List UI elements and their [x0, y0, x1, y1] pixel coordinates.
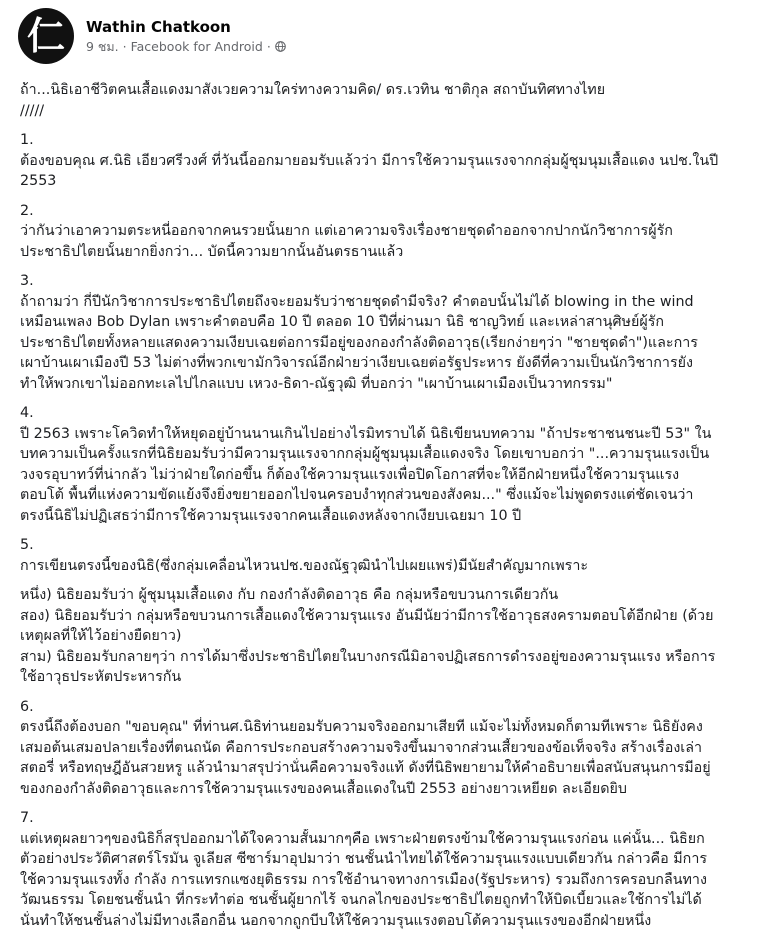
post-text-line: ตรงนี้นิธิไม่ปฏิเสธว่ามีการใช้ความรุนแรงจากคนเสื้อแดงหลังจากเงียบเฉยมา 10 ปี: [20, 506, 748, 527]
post-text-line: ประชาธิปไตยนั้นยากยิ่งกว่า... บัดนี้ความยากนั้นอันตรธานแล้ว: [20, 242, 748, 263]
post-text-line: สตอรี่ หรือทฤษฎีอันสวยหรู แล้วนำมาสรุปว่านั่นคือความจริงแท้ ดังที่นิธิพยายามให้คำอธิบายเพื่อสนับสนุนการมีอยู่: [20, 758, 748, 779]
paragraph-gap: [20, 121, 748, 130]
post-text-line: ประชาธิปไตยทั้งหลายแสดงความเงียบเฉยต่อการมีอยู่ของกองกำลังติดอาวุธ(เรียกง่ายๆว่า "ชายชุดดำ")และการ: [20, 333, 748, 354]
post-text-line: แต่เหตุผลยาวๆของนิธิก็สรุปออกมาได้ใจความสั้นมากๆคือ เพราะฝ่ายตรงข้ามใช้ความรุนแรงก่อน แค่นั้น... นิธิยก: [20, 829, 748, 850]
post-source: Facebook for Android: [131, 38, 263, 55]
globe-icon: [275, 41, 286, 52]
post-text-line: ต้องขอบคุณ ศ.นิธิ เอียวศรีวงศ์ ที่วันนี้ออกมายอมรับแล้วว่า มีการใช้ความรุนแรงจากกลุ่มผู้ชุมนุมเสื้อแดง นปช.ในปี: [20, 151, 748, 172]
paragraph-gap: [20, 526, 748, 535]
post-text-line: ตรงนี้ถึงต้องบอก "ขอบคุณ" ที่ท่านศ.นิธิท่านยอมรับความจริงออกมาเสียที แม้จะไม่ทั้งหมดก็ตามทีเพราะ นิธิยังคง: [20, 717, 748, 738]
post-text-line: วงจรอุบาทว์ที่น่ากลัว ไม่ว่าฝ่ายใดก่อขึ้น ก็ต้องใช้ความรุนแรงเพื่อปิดโอกาสที่จะให้อีกฝ่ายหนึ่งใช้ความรุนแรง: [20, 465, 748, 486]
post-body: [20, 80, 748, 931]
post-text-line: วัฒนธรรม โดยชนชั้นนำ ที่กระทำต่อ ชนชั้นผู้ยากไร้ จนกลไกของประชาธิปไตยถูกทำให้บิดเบี้ยวและใช้การไม่ได้: [20, 890, 748, 911]
avatar[interactable]: 仁: [18, 8, 74, 64]
post-text-line: เสมอต้นเสมอปลายเรื่องที่ตนถนัด คือการประกอบสร้างความจริงขึ้นมาจากส่วนเสี้ยวของข้อเท็จจริง สร้างเรื่องเล่า: [20, 738, 748, 759]
post-text-line: 2553: [20, 171, 748, 192]
post-text-line: ใช้อาวุธประหัตประหารกัน: [20, 667, 748, 688]
post-text-line: เหตุผลที่ให้ไว้อย่างยืดยาว): [20, 626, 748, 647]
separator-dot-2: ·: [267, 38, 271, 55]
post-text-line: ใช้ความรุนแรงทั้ง กำลัง การแทรกแซงยุติธรรม การใช้อำนาจทางการเมือง(รัฐประหาร) รวมถึงการครอบกลืนทาง: [20, 870, 748, 891]
post-text-line: บทความเป็นครั้งแรกที่นิธิยอมรับว่ามีความรุนแรงจากกลุ่มผู้ชุมนุมเสื้อแดงจริง โดยเขาบอกว่า "...ความรุนแรงเป็น: [20, 444, 748, 465]
post-text-line: 2.: [20, 201, 748, 222]
post-subline: [86, 38, 286, 55]
post-text-line: การเขียนตรงนี้ของนิธิ(ซึ่งกลุ่มเคลื่อนไหวนปช.ของณัฐวุฒินำไปเผยแพร่)มีนัยสำคัญมากเพราะ: [20, 556, 748, 577]
post-text-line: ปี 2563 เพราะโควิดทำให้หยุดอยู่บ้านนานเกินไปอย่างไรมิทราบได้ นิธิเขียนบทความ "ถ้าประชาชนชนะปี 53" ใน: [20, 424, 748, 445]
separator-dot: ·: [123, 38, 127, 55]
post-text-line: สอง) นิธิยอมรับว่า กลุ่มหรือขบวนการเสื้อแดงใช้ความรุนแรง อันมีนัยว่ามีการใช้อาวุธสงครามตอบโต้อีกฝ่าย (ด้วย: [20, 606, 748, 627]
post-text-line: 5.: [20, 535, 748, 556]
post-time[interactable]: 9 ชม.: [86, 38, 119, 55]
post-header: [18, 8, 286, 64]
paragraph-gap: [20, 688, 748, 697]
paragraph-gap: [20, 262, 748, 271]
post-text-line: 1.: [20, 130, 748, 151]
post-text-line: สาม) นิธิยอมรับกลายๆว่า การได้มาซึ่งประชาธิปไตยในบางกรณีมิอาจปฏิเสธการดำรงอยู่ของความรุนแรง หรือการ: [20, 647, 748, 668]
post-text-line: นั่นทำให้ชนชั้นล่างไม่มีทางเลือกอื่น นอกจากถูกบีบให้ใช้ความรุนแรงตอบโต้ความรุนแรงของอีกฝ่ายหนึ่ง: [20, 911, 748, 931]
post-text-line: เหมือนเพลง Bob Dylan เพราะคำตอบคือ 10 ปี ตลอด 10 ปีที่ผ่านมา นิธิ ชาญวิทย์ และเหล่าสานุศิษย์ผู้รัก: [20, 312, 748, 333]
post-text-line: หนึ่ง) นิธิยอมรับว่า ผู้ชุมนุมเสื้อแดง กับ กองกำลังติดอาวุธ คือ กลุ่มหรือขบวนการเดียวกัน: [20, 585, 748, 606]
author-name[interactable]: Wathin Chatkoon: [86, 17, 286, 37]
post-text-line: /////: [20, 101, 748, 122]
paragraph-gap: [20, 394, 748, 403]
post-text-line: 6.: [20, 697, 748, 718]
post-text-line: 3.: [20, 271, 748, 292]
post-text-line: 7.: [20, 808, 748, 829]
post-text-line: ตอบโต้ พื้นที่แห่งความขัดแย้งจึงยิ่งขยายออกไปจนครอบงำทุกส่วนของสังคม..." ซึ่งแม้จะไม่พูดตรงแต่ชัดเจนว่า: [20, 485, 748, 506]
post-meta: [86, 17, 286, 55]
paragraph-gap: [20, 799, 748, 808]
paragraph-gap: [20, 576, 748, 585]
post-text-line: ของกองกำลังติดอาวุธและการใช้ความรุนแรงของคนเสื้อแดงในปี 2553 อย่างยาวเหยียด ละเอียดยิบ: [20, 779, 748, 800]
post-text-line: ถ้าถามว่า กี่ปีนักวิชาการประชาธิปไตยถึงจะยอมรับว่าชายชุดดำมีจริง? คำตอบนั้นไม่ได้ blowing in the wind: [20, 292, 748, 313]
post-text-line: ตัวอย่างประวัติศาสตร์โรมัน จูเลียส ซีซาร์มาอุปมาว่า ชนชั้นนำไทยได้ใช้ความรุนแรงแบบเดียวกัน กล่าวคือ มีการ: [20, 849, 748, 870]
post-text-line: ทำให้พวกเขาไม่ออกทะเลไปไกลแบบ เหวง-ธิดา-ณัฐวุฒิ ที่บอกว่า "เผาบ้านเผาเมืองเป็นวาทกรรม": [20, 374, 748, 395]
post-text-line: เผาบ้านเผาเมืองปี 53 ไม่ต่างที่พวกเขามักวิจารณ์อีกฝ่ายว่าเงียบเฉยต่อรัฐประหาร ยังดีที่ความเป็นนักวิชาการยัง: [20, 353, 748, 374]
post-text-line: 4.: [20, 403, 748, 424]
paragraph-gap: [20, 192, 748, 201]
post-text-line: ว่ากันว่าเอาความตระหนี่ออกจากคนรวยนั้นยาก แต่เอาความจริงเรื่องชายชุดดำออกจากปากนักวิชาการผู้รัก: [20, 221, 748, 242]
post-text-line: ถ้า...นิธิเอาชีวิตคนเสื้อแดงมาสังเวยความใคร่ทางความคิด/ ดร.เวทิน ชาติกุล สถาบันทิศทางไทย: [20, 80, 748, 101]
